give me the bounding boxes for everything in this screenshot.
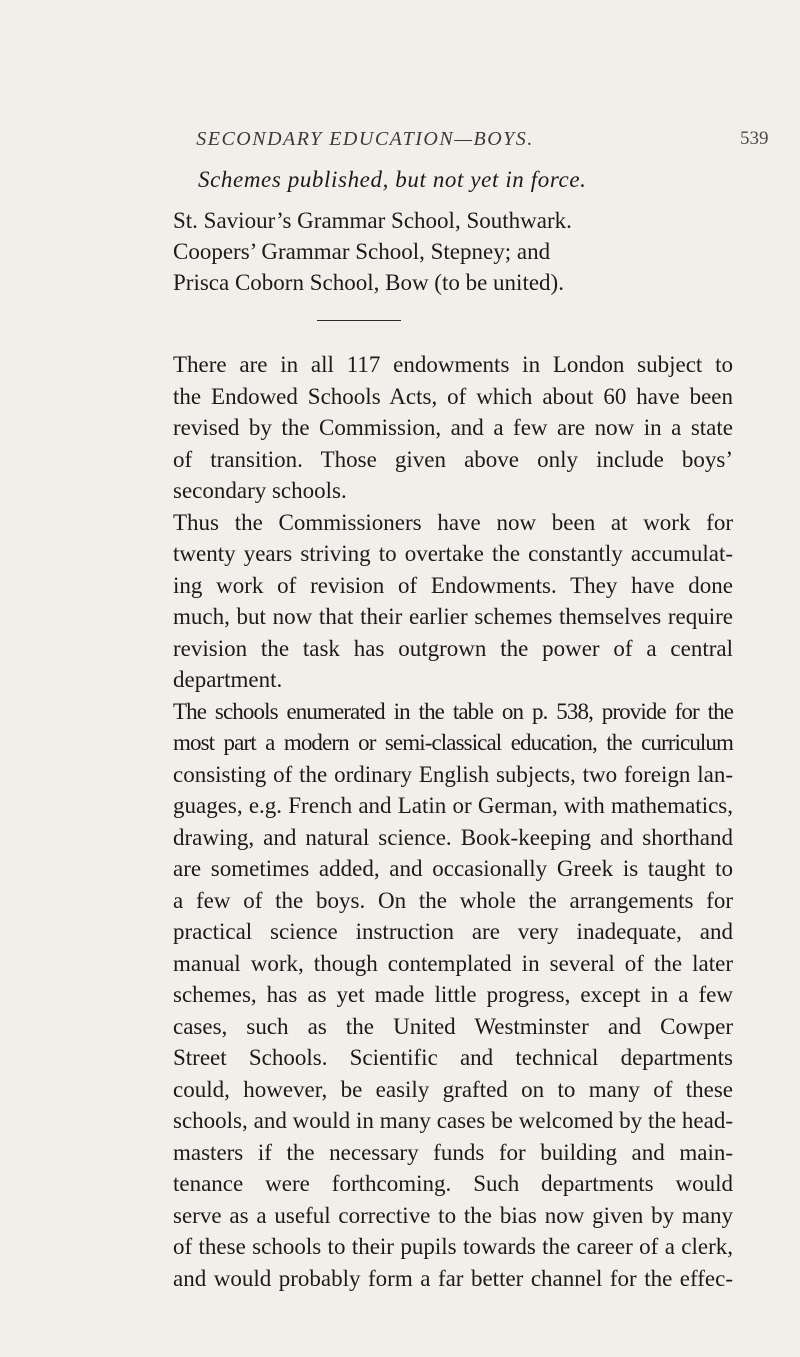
scheme-item: Prisca Coborn School, Bow (to be united). — [173, 270, 564, 295]
text-line: schemes, has as yet made little progress, except in a few — [173, 982, 733, 1007]
text-line: consisting of the ordinary English subjects, two foreign lan- — [173, 761, 733, 787]
text-line: There are in all 117 endowments in London subject to — [173, 352, 733, 377]
text-line: Street Schools. Scientific and technical departments — [173, 1045, 733, 1070]
body-text — [173, 349, 733, 1294]
text-line: masters if the necessary funds for building and main- — [173, 1139, 733, 1165]
text-line: revised by the Commission, and a few are now in a state — [173, 415, 733, 440]
text-line: drawing, and natural science. Book-keeping and shorthand — [173, 824, 733, 850]
running-head — [0, 128, 800, 154]
text-line: a few of the boys. On the whole the arrangements for — [173, 887, 733, 913]
scheme-list — [173, 205, 733, 298]
text-line: are sometimes added, and occasionally Greek is taught to — [173, 856, 733, 881]
section-divider — [317, 320, 401, 321]
text-line: the Endowed Schools Acts, of which about 60 have been — [173, 383, 733, 409]
text-line: tenance were forthcoming. Such departments would — [173, 1171, 733, 1196]
scheme-item: Coopers’ Grammar School, Stepney; and — [173, 239, 551, 264]
running-title: SECONDARY EDUCATION—BOYS. — [196, 128, 534, 150]
text-line: practical science instruction are very inadequate, and — [173, 919, 733, 944]
text-line: The schools enumerated in the table on p. 538, provide for the — [173, 698, 733, 724]
text-line: of transition. Those given above only include boys’ — [173, 446, 733, 472]
text-line: twenty years striving to overtake the constantly accumulat- — [173, 541, 733, 566]
text-line: secondary schools. — [173, 478, 347, 503]
text-line: of these schools to their pupils towards the career of a clerk, — [173, 1234, 733, 1259]
text-line: guages, e.g. French and Latin or German, with mathematics, — [173, 793, 733, 818]
text-line: cases, such as the United Westminster and Cowper — [173, 1013, 733, 1039]
text-line: serve as a useful corrective to the bias now given by many — [173, 1202, 733, 1228]
text-line: and would probably form a far better channel for the effec- — [173, 1265, 733, 1291]
text-line: manual work, though contemplated in several of the later — [173, 950, 733, 976]
section-heading: Schemes published, but not yet in force. — [198, 167, 587, 192]
text-line: revision the task has outgrown the power of a central — [173, 635, 733, 661]
text-line: Thus the Commissioners have now been at work for — [173, 509, 733, 535]
text-line: much, but now that their earlier schemes themselves require — [173, 604, 733, 629]
text-line: department. — [173, 667, 283, 692]
text-line: could, however, be easily grafted on to many of these — [173, 1076, 733, 1102]
text-line: schools, and would in many cases be welcomed by the head- — [173, 1108, 733, 1133]
page-number: 539 — [740, 128, 769, 149]
text-line: ing work of revision of Endowments. They have done — [173, 572, 733, 598]
scheme-item: St. Saviour’s Grammar School, Southwark. — [173, 208, 572, 233]
text-line: most part a modern or semi-classical education, the curriculum — [173, 730, 733, 755]
